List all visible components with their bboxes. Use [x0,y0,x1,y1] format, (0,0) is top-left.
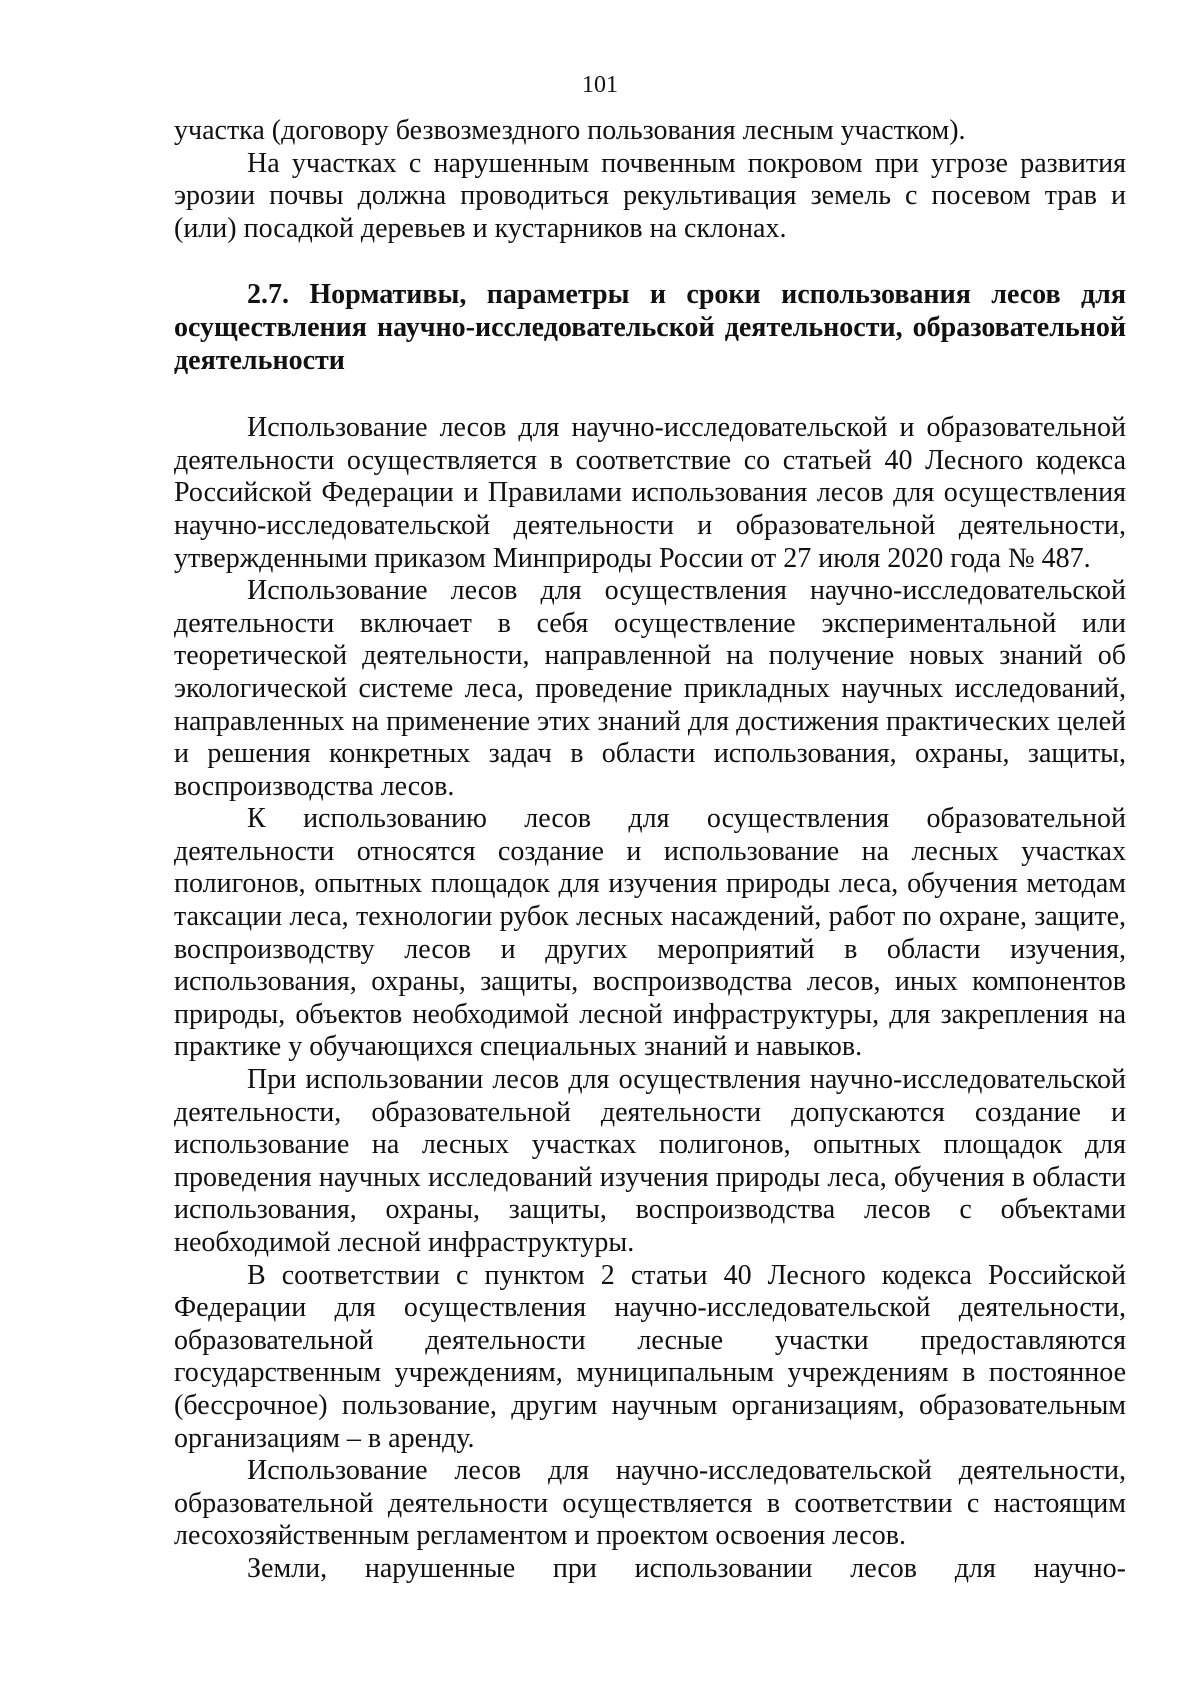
paragraph-educational-activity: К использованию лесов для осуществления образовательной деятельности относятся создание и использование на лесных участках полигонов, опытных площадок для изучения природы леса, обучения методам таксации леса, технологии рубок лесных насаждений, работ по охране, защите, воспроизводству лесов и других мероприятий в области изучения, использования, охраны, защиты, воспроизводства лесов, иных компонентов природы, объектов необходимой лесной инфраструктуры, для закрепления на практике у обучающихся специальных знаний и навыков. [174,803,1126,1063]
paragraph-provision-of-plots: В соответствии с пунктом 2 статьи 40 Лесного кодекса Российской Федерации для осуществления научно-исследовательской деятельности, образовательной деятельности лесные участки предоставляются государственным учреждениям, муниципальным учреждениям в постоянное (бессрочное) пользование, другим научным организациям, образовательным организациям – в аренду. [174,1259,1126,1454]
paragraph-regulation: Использование лесов для научно-исследовательской деятельности, образовательной деятельности осуществляется в соответствии с настоящим лесохозяйственным регламентом и проектом освоения лесов. [174,1455,1126,1552]
paragraph-polygons: При использовании лесов для осуществления научно-исследовательской деятельности, образовательной деятельности допускаются создание и использование на лесных участках полигонов, опытных площадок для проведения научных исследований изучения природы леса, обучения в области использования, охраны, защиты, воспроизводства лесов с объектами необходимой лесной инфраструктуры. [174,1064,1126,1258]
page-number: 101 [582,72,618,98]
paragraph-erosion-recultivation: На участках с нарушенным почвенным покровом при угрозе развития эрозии почвы должна проводиться рекультивация земель с посевом трав и (или) посадкой деревьев и кустарников на склонах. [174,147,1126,244]
section-heading: 2.7. Нормативы, параметры и сроки использования лесов для осуществления научно-исследовательской деятельности, образовательной деятельности [174,279,1126,376]
paragraph-research-activity: Использование лесов для осуществления научно-исследовательской деятельности включает в себя осуществление экспериментальной или теоретической деятельности, направленной на получение новых знаний об экологической системе леса, проведение прикладных научных исследований, направленных на применение этих знаний для достижения практических целей и решения конкретных задач в области использования, охраны, защиты, воспроизводства лесов. [174,575,1126,802]
document-body [174,115,1126,1586]
paragraph-legal-basis: Использование лесов для научно-исследовательской и образовательной деятельности осуществляется в соответствие со статьей 40 Лесного кодекса Российской Федерации и Правилами использования лесов для осуществления научно-исследовательской деятельности и образовательной деятельности, утвержденными приказом Минприроды России от 27 июля 2020 года № 487. [174,412,1126,574]
paragraph-continuation: участка (договору безвозмездного пользования лесным участком). [174,115,966,146]
paragraph-disturbed-lands: Земли, нарушенные при использовании лесов для научно- [247,1552,1126,1584]
